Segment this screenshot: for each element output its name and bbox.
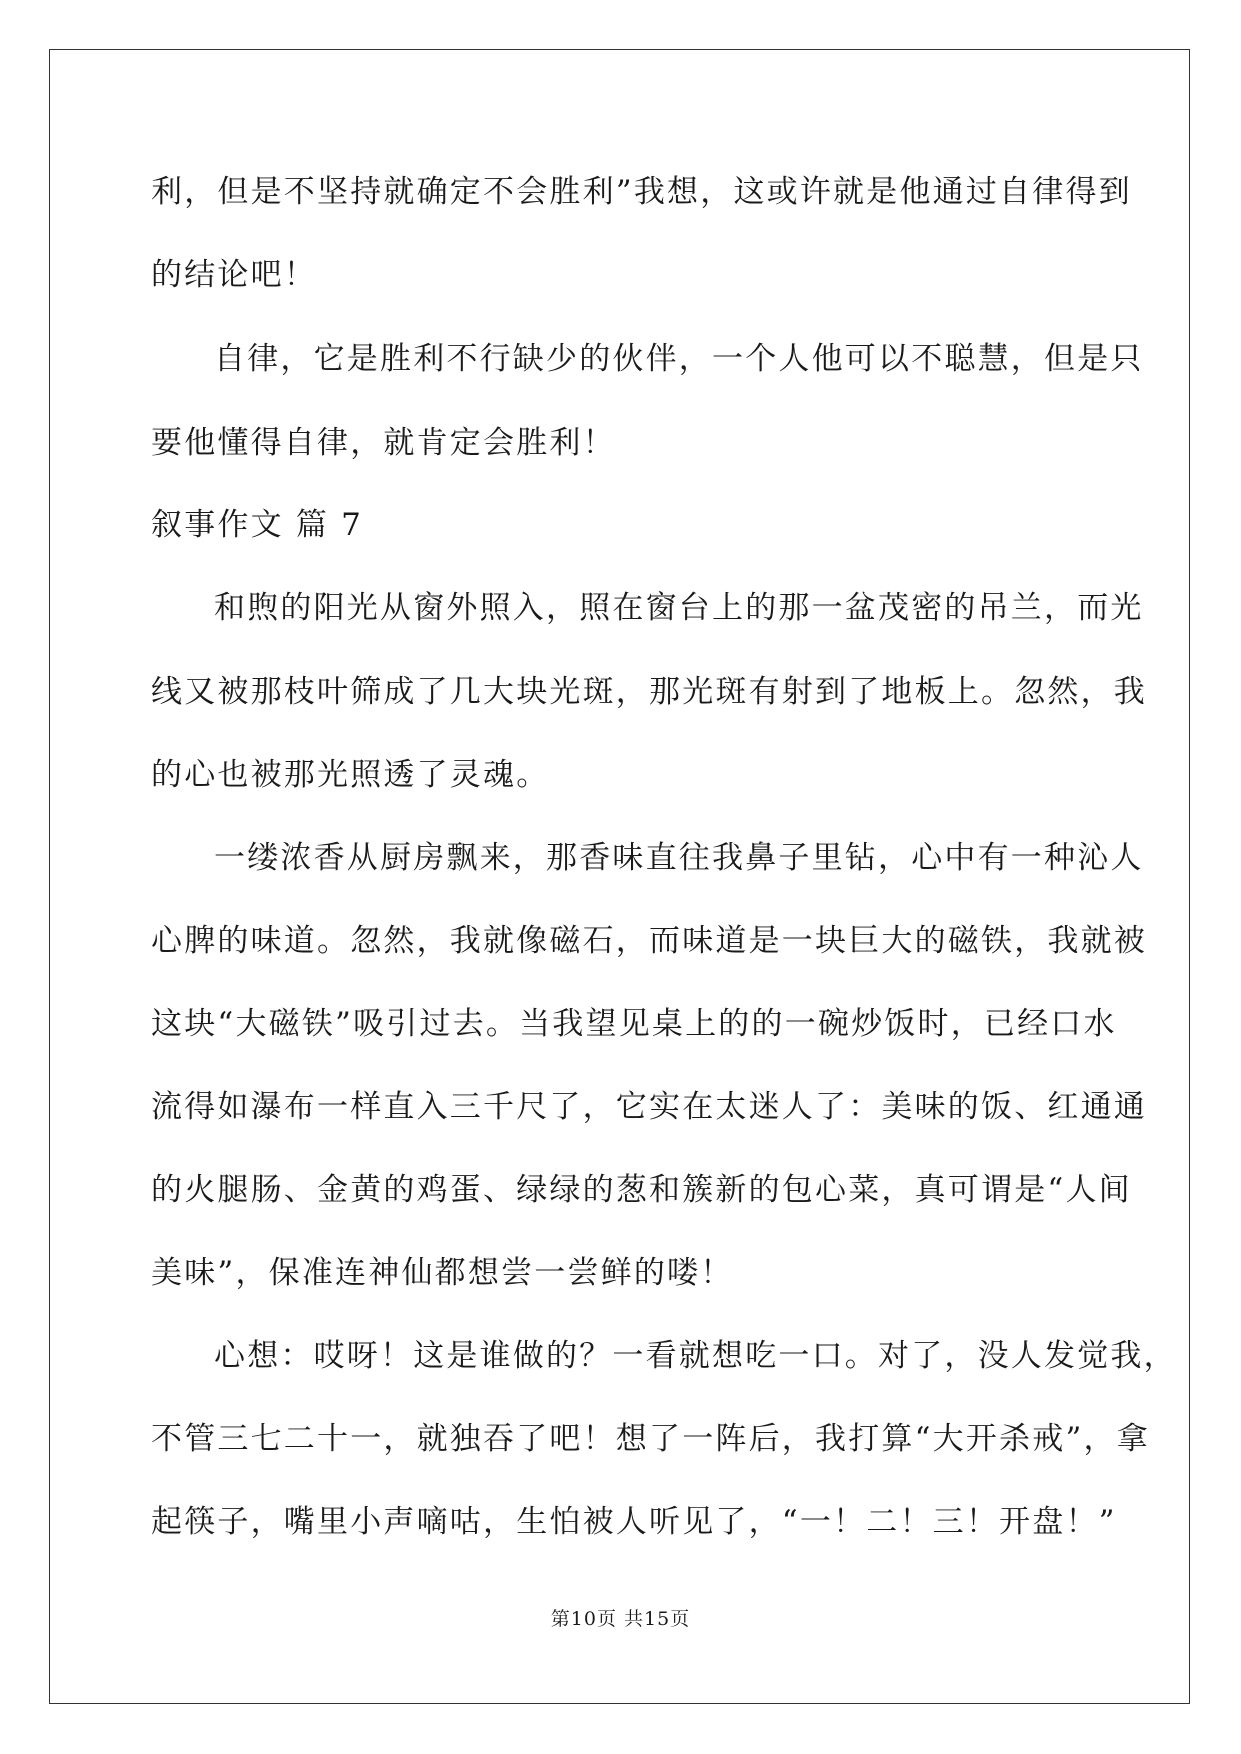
paragraph-first-line: 自律，它是胜利不行缺少的伙伴，一个人他可以不聪慧，但是只	[214, 341, 1144, 377]
body-text-line: 美味”，保准连神仙都想尝一尝鲜的喽！	[151, 1255, 734, 1291]
paragraph-first-line: 心想：哎呀！这是谁做的？一看就想吃一口。对了，没人发觉我，	[214, 1338, 1177, 1374]
page-number-footer: 第10页 共15页	[550, 1608, 691, 1630]
section-heading: 叙事作文 篇 7	[151, 507, 364, 543]
body-text-line: 心脾的味道。忽然，我就像磁石，而味道是一块巨大的磁铁，我就被	[151, 923, 1147, 959]
body-text-line: 利，但是不坚持就确定不会胜利”我想，这或许就是他通过自律得到	[151, 174, 1132, 210]
body-text-line: 的火腿肠、金黄的鸡蛋、绿绿的葱和簇新的包心菜，真可谓是“人间	[151, 1172, 1132, 1208]
body-text-line: 线又被那枝叶筛成了几大块光斑，那光斑有射到了地板上。忽然，我	[151, 674, 1147, 710]
body-text-line: 的结论吧！	[151, 257, 317, 293]
body-text-line: 不管三七二十一，就独吞了吧！想了一阵后，我打算“大开杀戒”，拿	[151, 1421, 1150, 1457]
body-text-line: 流得如瀑布一样直入三千尺了，它实在太迷人了：美味的饭、红通通	[151, 1089, 1147, 1125]
paragraph-first-line: 一缕浓香从厨房飘来，那香味直往我鼻子里钻，心中有一种沁人	[214, 840, 1144, 876]
body-text-line: 要他懂得自律，就肯定会胜利！	[151, 425, 616, 461]
paragraph-first-line: 和煦的阳光从窗外照入，照在窗台上的那一盆茂密的吊兰，而光	[214, 590, 1144, 626]
body-text-line: 起筷子，嘴里小声嘀咕，生怕被人听见了，“一！二！三！开盘！”	[151, 1504, 1117, 1540]
body-text-line: 这块“大磁铁”吸引过去。当我望见桌上的的一碗炒饭时，已经口水	[151, 1006, 1117, 1042]
body-text-line: 的心也被那光照透了灵魂。	[151, 757, 550, 793]
